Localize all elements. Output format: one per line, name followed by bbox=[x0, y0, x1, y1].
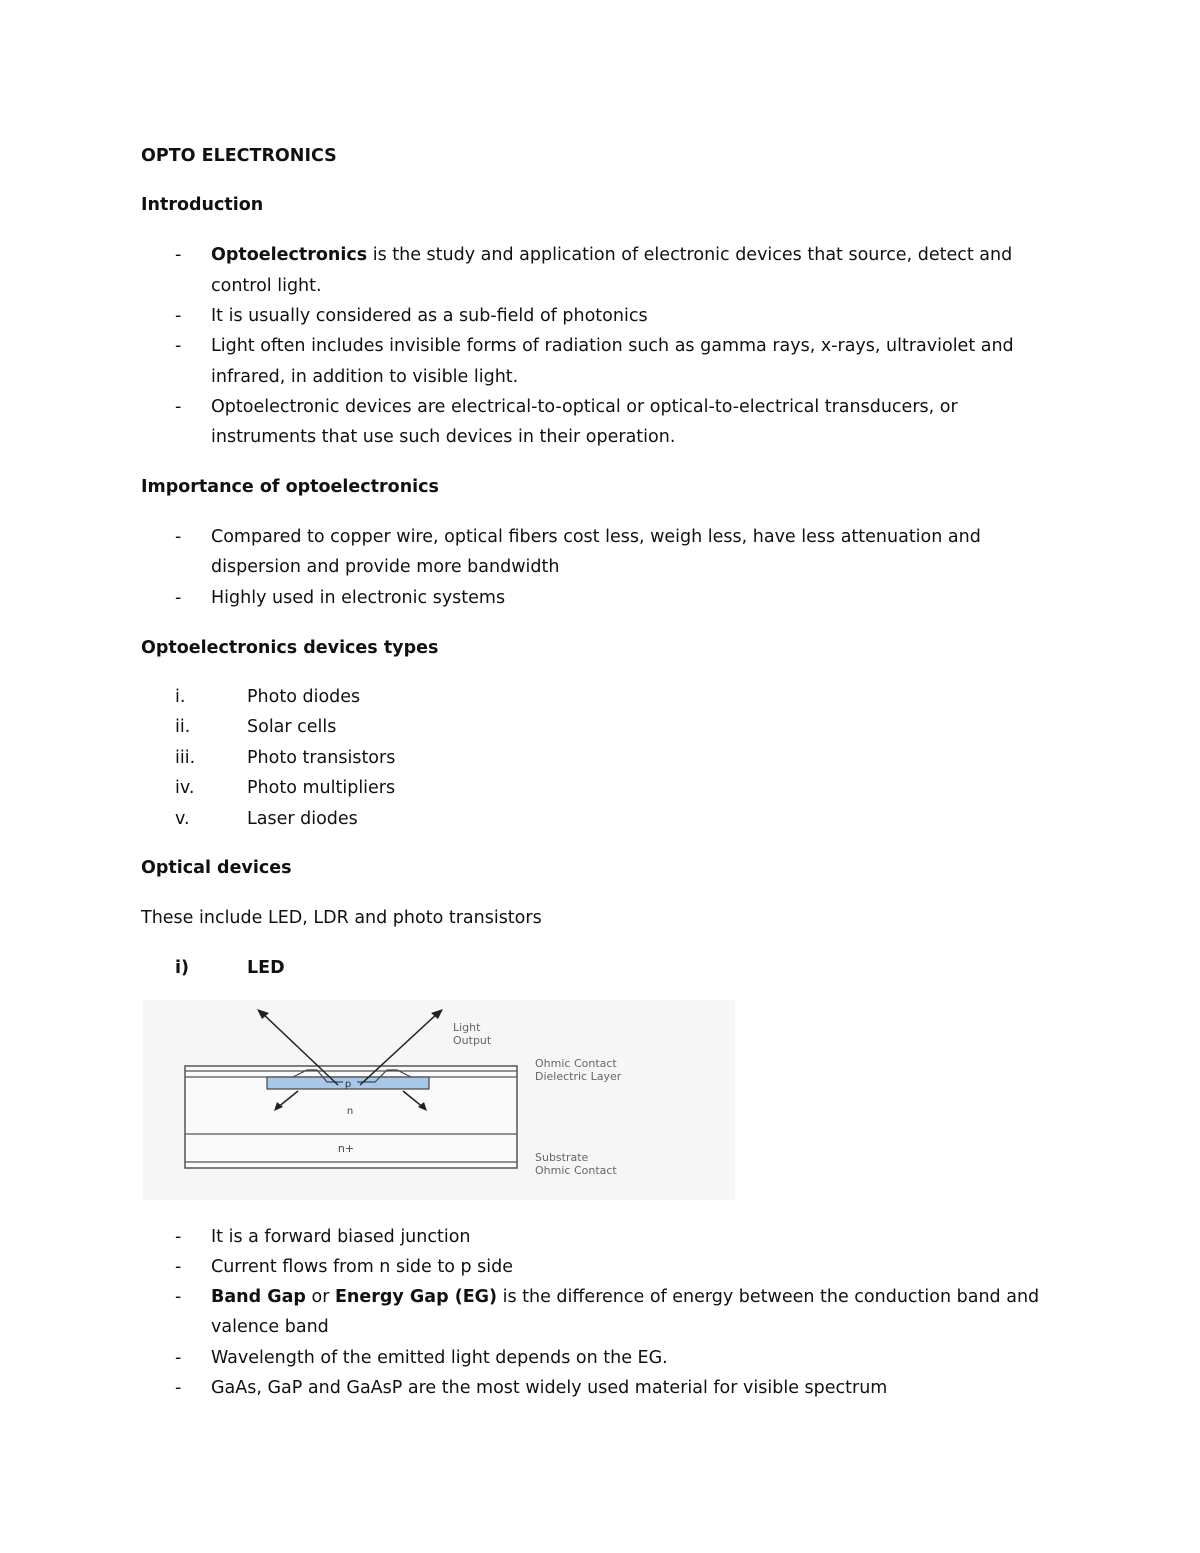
bullet-text: It is usually considered as a sub-field of photonics bbox=[211, 306, 648, 326]
item-text: Laser diodes bbox=[247, 809, 358, 829]
bullet-dash: - bbox=[175, 527, 182, 547]
bullet-dash: - bbox=[175, 336, 182, 356]
section-heading-device-types: Optoelectronics devices types bbox=[141, 638, 439, 658]
bullet-dash: - bbox=[175, 306, 182, 326]
item-text: Photo multipliers bbox=[247, 778, 396, 798]
subsection-number: i) bbox=[175, 958, 189, 978]
dielectric-layer-label: Dielectric Layer bbox=[535, 1070, 622, 1083]
item-text: Photo diodes bbox=[247, 687, 361, 707]
bullet-text: Highly used in electronic systems bbox=[211, 588, 506, 608]
bullet-text: Wavelength of the emitted light depends on the EG. bbox=[211, 1348, 668, 1368]
item-number: iii. bbox=[175, 748, 196, 768]
item-number: i. bbox=[175, 687, 186, 707]
item-number: ii. bbox=[175, 717, 191, 737]
item-number: iv. bbox=[175, 778, 195, 798]
item-text: Photo transistors bbox=[247, 748, 396, 768]
ohmic-contact-label: Ohmic Contact bbox=[535, 1057, 617, 1070]
light-output-label: Light bbox=[453, 1021, 481, 1034]
paragraph: These include LED, LDR and photo transistors bbox=[141, 908, 542, 928]
nplus-label: n+ bbox=[337, 1142, 355, 1155]
section-heading-importance: Importance of optoelectronics bbox=[141, 477, 439, 497]
term-energy-gap: Energy Gap (EG) bbox=[334, 1287, 498, 1307]
bullet-text: valence band bbox=[211, 1317, 329, 1337]
bullet-text: instruments that use such devices in their operation. bbox=[211, 427, 676, 447]
n-label: n bbox=[346, 1106, 354, 1117]
bullet-text: Light often includes invisible forms of radiation such as gamma rays, x-rays, ultraviolet and bbox=[211, 336, 1014, 356]
section-heading-optical-devices: Optical devices bbox=[141, 858, 292, 878]
bullet-dash: - bbox=[175, 1348, 182, 1368]
bullet-text: GaAs, GaP and GaAsP are the most widely used material for visible spectrum bbox=[211, 1378, 888, 1398]
bullet-dash: - bbox=[175, 1378, 182, 1398]
bullet-text: Current flows from n side to p side bbox=[211, 1257, 514, 1277]
bullet-text: is the difference of energy between the conduction band and bbox=[497, 1287, 1040, 1307]
bullet-text: Optoelectronic devices are electrical-to-optical or optical-to-electrical transducers, or bbox=[211, 397, 958, 417]
bullet-text: It is a forward biased junction bbox=[211, 1227, 471, 1247]
bullet-text: dispersion and provide more bandwidth bbox=[211, 557, 560, 577]
term-band-gap: Band Gap bbox=[211, 1287, 306, 1307]
bullet-dash: - bbox=[175, 245, 182, 265]
bullet-dash: - bbox=[175, 1257, 182, 1277]
light-output-label: Output bbox=[453, 1034, 492, 1047]
section-heading-introduction: Introduction bbox=[141, 195, 264, 215]
bullet-dash: - bbox=[175, 588, 182, 608]
term-optoelectronics: Optoelectronics bbox=[211, 245, 368, 265]
item-number: v. bbox=[175, 809, 190, 829]
ohmic-contact-label: Ohmic Contact bbox=[535, 1164, 617, 1177]
bullet-text: or bbox=[305, 1287, 335, 1307]
substrate-label: Substrate bbox=[535, 1151, 589, 1164]
p-label: p bbox=[344, 1079, 352, 1090]
item-text: Solar cells bbox=[247, 717, 337, 737]
subsection-title: LED bbox=[247, 958, 285, 978]
bullet-dash: - bbox=[175, 397, 182, 417]
bullet-text: control light. bbox=[211, 276, 322, 296]
bullet-text: infrared, in addition to visible light. bbox=[211, 367, 519, 387]
bullet-dash: - bbox=[175, 1227, 182, 1247]
bullet-dash: - bbox=[175, 1287, 182, 1307]
bullet-text: Compared to copper wire, optical fibers cost less, weigh less, have less attenuation and bbox=[211, 527, 981, 547]
document-title: OPTO ELECTRONICS bbox=[141, 146, 337, 166]
led-structure-diagram bbox=[143, 1000, 735, 1200]
bullet-text: is the study and application of electronic devices that source, detect and bbox=[367, 245, 1013, 265]
